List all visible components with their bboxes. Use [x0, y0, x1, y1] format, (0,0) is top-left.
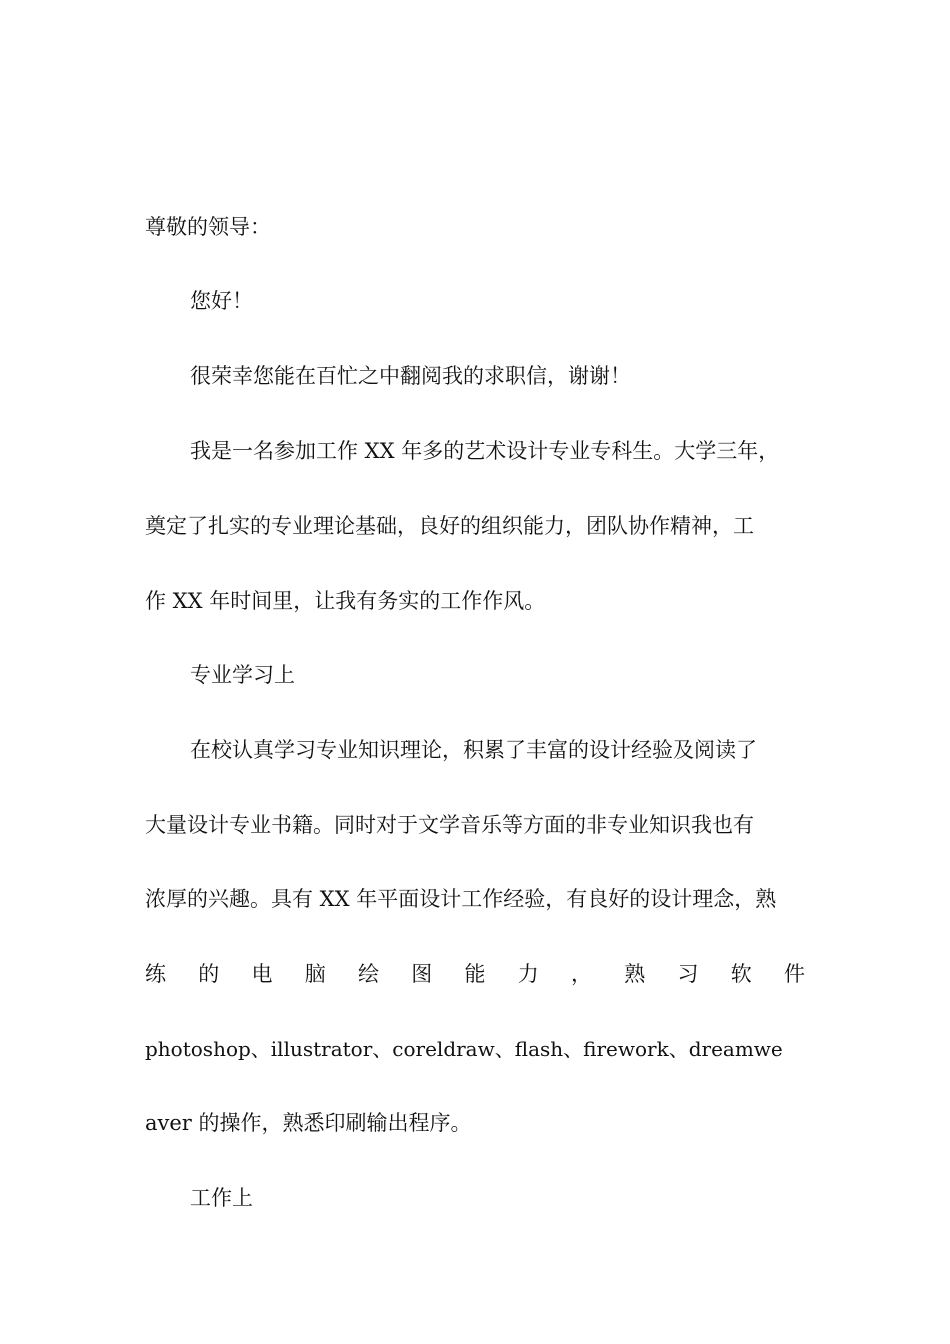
- paragraph-study-line-3: 浓厚的兴趣。具有 XX 年平面设计工作经验，有良好的设计理念，熟: [145, 887, 777, 911]
- heading-study: 专业学习上: [190, 663, 295, 687]
- heading-work: 工作上: [190, 1186, 253, 1210]
- spread-char: 习: [677, 962, 699, 986]
- spread-char: 的: [198, 962, 220, 986]
- paragraph-study-line-4: [145, 959, 805, 989]
- paragraph-thanks: 很荣幸您能在百忙之中翻阅我的求职信，谢谢！: [190, 364, 631, 388]
- spread-char: ，: [571, 962, 592, 986]
- spread-char: 练: [145, 962, 166, 986]
- spread-char: 力: [517, 962, 539, 986]
- spread-char: 图: [411, 962, 433, 986]
- spread-char: 脑: [304, 962, 326, 986]
- spread-char: 熟: [624, 962, 646, 986]
- paragraph-intro-line-3: 作 XX 年时间里，让我有务实的工作作风。: [145, 589, 546, 613]
- paragraph-study-line-2: 大量设计专业书籍。同时对于文学音乐等方面的非专业知识我也有: [145, 813, 754, 837]
- paragraph-study-software: photoshop、illustrator、coreldraw、flash、firework、dreamwe: [145, 1037, 783, 1061]
- salutation: 尊敬的领导：: [145, 215, 271, 239]
- spread-char: 电: [251, 962, 273, 986]
- spread-char: 件: [784, 962, 805, 986]
- paragraph-intro-line-2: 奠定了扎实的专业理论基础，良好的组织能力，团队协作精神，工: [145, 514, 754, 538]
- greeting: 您好！: [190, 289, 253, 313]
- paragraph-intro-line-1: 我是一名参加工作 XX 年多的艺术设计专业专科生。大学三年，: [190, 439, 780, 463]
- spread-char: 软: [730, 962, 752, 986]
- spread-char: 能: [464, 962, 486, 986]
- spread-char: 绘: [358, 962, 379, 986]
- paragraph-study-end: aver 的操作，熟悉印刷输出程序。: [145, 1111, 472, 1135]
- paragraph-study-line-1: 在校认真学习专业知识理论，积累了丰富的设计经验及阅读了: [190, 738, 757, 762]
